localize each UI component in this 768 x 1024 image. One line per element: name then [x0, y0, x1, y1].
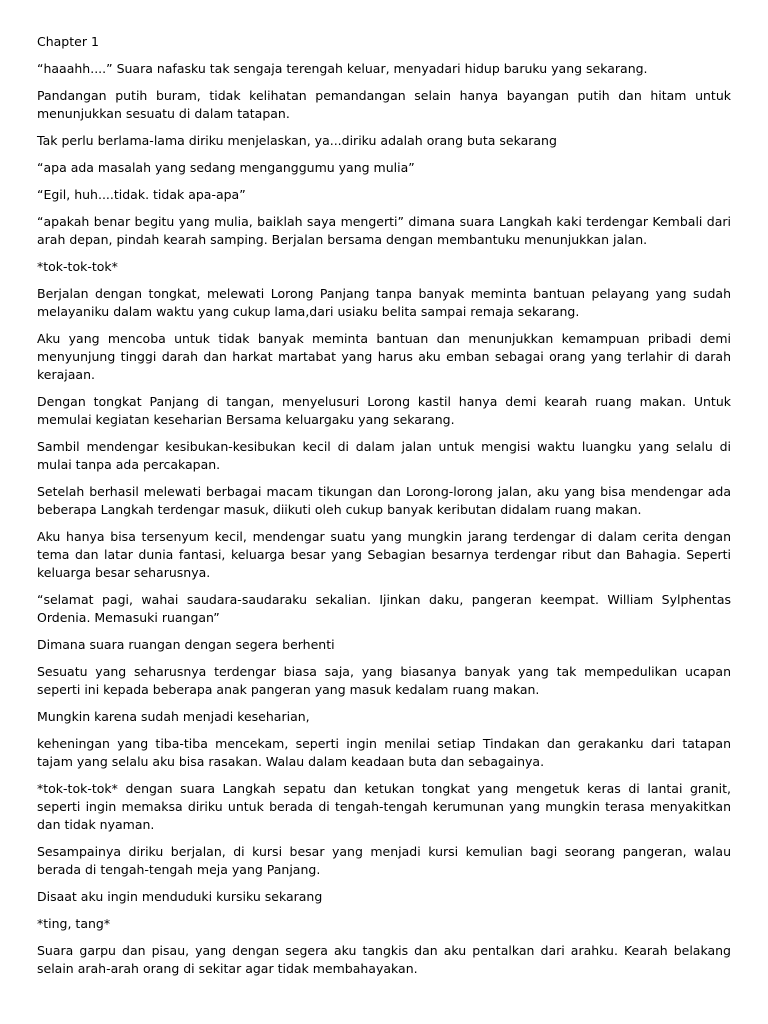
- paragraph: Berjalan dengan tongkat, melewati Lorong Panjang tanpa banyak meminta bantuan pelayang yang sudah melayaniku dalam waktu yang cukup lama,dari usiaku belita sampai remaja sekarang.: [37, 286, 731, 319]
- paragraph: Disaat aku ingin menduduki kursiku sekarang: [37, 889, 323, 904]
- paragraph: Sambil mendengar kesibukan-kesibukan kecil di dalam jalan untuk mengisi waktu luangku yang selalu di mulai tanpa ada percakapan.: [37, 439, 731, 472]
- paragraph: Dengan tongkat Panjang di tangan, menyelusuri Lorong kastil hanya demi kearah ruang makan. Untuk memulai kegiatan keseharian Bersama keluargaku yang sekarang.: [37, 394, 731, 427]
- paragraph: keheningan yang tiba-tiba mencekam, seperti ingin menilai setiap Tindakan dan gerakanku dari tatapan tajam yang selalu aku bisa rasakan. Walau dalam keadaan buta dan sebagainya.: [37, 736, 731, 769]
- paragraph: Tak perlu berlama-lama diriku menjelaskan, ya...diriku adalah orang buta sekarang: [37, 133, 557, 148]
- paragraph: *ting, tang*: [37, 916, 111, 931]
- paragraph: Suara garpu dan pisau, yang dengan segera aku tangkis dan aku pentalkan dari arahku. Kearah belakang selain arah-arah orang di sekitar agar tidak membahayakan.: [37, 943, 731, 976]
- chapter-title: Chapter 1: [37, 34, 99, 49]
- paragraph: “apakah benar begitu yang mulia, baiklah saya mengerti” dimana suara Langkah kaki terdengar Kembali dari arah depan, pindah kearah samping. Berjalan bersama dengan membantuku menunjukkan jalan.: [37, 214, 731, 247]
- paragraph: “haaahh....” Suara nafasku tak sengaja terengah keluar, menyadari hidup baruku yang sekarang.: [37, 61, 648, 76]
- paragraph: *tok-tok-tok* dengan suara Langkah sepatu dan ketukan tongkat yang mengetuk keras di lantai granit, seperti ingin memaksa diriku untuk berada di tengah-tengah kerumunan yang mungkin terasa menyakitkan dan tidak nyaman.: [37, 781, 731, 832]
- paragraph: Sesuatu yang seharusnya terdengar biasa saja, yang biasanya banyak yang tak mempedulikan ucapan seperti ini kepada beberapa anak pangeran yang masuk kedalam ruang makan.: [37, 664, 731, 697]
- paragraph: Pandangan putih buram, tidak kelihatan pemandangan selain hanya bayangan putih dan hitam untuk menunjukkan sesuatu di dalam tatapan.: [37, 88, 731, 121]
- paragraph: Dimana suara ruangan dengan segera berhenti: [37, 637, 335, 652]
- paragraph: *tok-tok-tok*: [37, 259, 118, 274]
- paragraph: Setelah berhasil melewati berbagai macam tikungan dan Lorong-lorong jalan, aku yang bisa mendengar ada beberapa Langkah terdengar masuk, diikuti oleh cukup banyak keributan didalam ruang makan.: [37, 484, 731, 517]
- document-page: [37, 33, 731, 987]
- paragraph: “apa ada masalah yang sedang menganggumu yang mulia”: [37, 160, 415, 175]
- paragraph: Aku hanya bisa tersenyum kecil, mendengar suatu yang mungkin jarang terdengar di dalam cerita dengan tema dan latar dunia fantasi, keluarga besar yang Sebagian besarnya terdengar ribut dan Bahagia. Seperti keluarga besar seharusnya.: [37, 529, 731, 580]
- paragraph: “Egil, huh....tidak. tidak apa-apa”: [37, 187, 246, 202]
- paragraph: Sesampainya diriku berjalan, di kursi besar yang menjadi kursi kemulian bagi seorang pangeran, walau berada di tengah-tengah meja yang Panjang.: [37, 844, 731, 877]
- paragraph: Mungkin karena sudah menjadi keseharian,: [37, 709, 310, 724]
- paragraph: “selamat pagi, wahai saudara-saudaraku sekalian. Ijinkan daku, pangeran keempat. William Sylphentas Ordenia. Memasuki ruangan”: [37, 592, 731, 625]
- paragraph: Aku yang mencoba untuk tidak banyak meminta bantuan dan menunjukkan kemampuan pribadi demi menyunjung tinggi darah dan harkat martabat yang harus aku emban sebagai orang yang terlahir di darah kerajaan.: [37, 331, 731, 382]
